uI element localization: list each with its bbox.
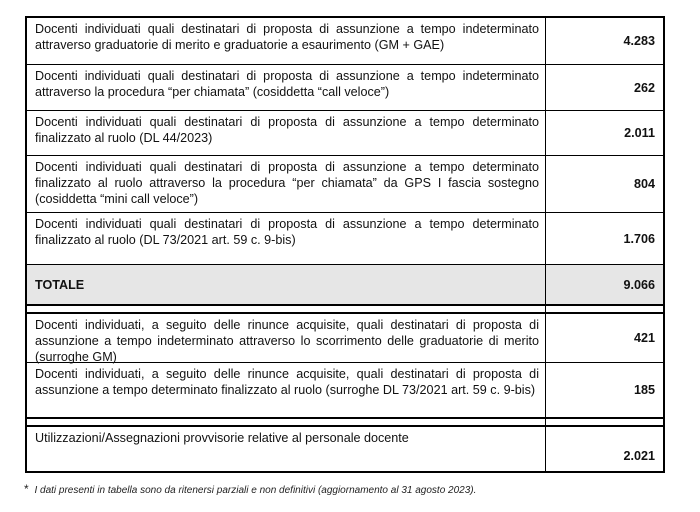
row-value: 2.021 [623, 449, 655, 463]
row-label: Utilizzazioni/Assegnazioni provvisorie relative al personale docente [27, 427, 546, 471]
row-value: 185 [633, 383, 655, 397]
table-row [27, 212, 663, 264]
row-value: 1.706 [623, 231, 655, 246]
row-label: Docenti individuati quali destinatari di proposta di assunzione a tempo determinato finalizzato al ruolo (DL 73/2021 art. 59 c. 9-bis) [27, 213, 546, 264]
table-row [27, 155, 663, 212]
data-table [25, 16, 665, 473]
row-value: 804 [633, 177, 655, 191]
footnote [24, 482, 476, 496]
row-value: 421 [633, 331, 655, 345]
footnote-marker: * [24, 482, 29, 496]
row-label: Docenti individuati quali destinatari di proposta di assunzione a tempo indeterminato attraverso graduatorie di merito e graduatorie a esaurimento (GM + GAE) [27, 18, 546, 64]
spacer-row [27, 417, 663, 425]
row-label: Docenti individuati quali destinatari di proposta di assunzione a tempo determinato finalizzato al ruolo attraverso la procedura “per chiamata” da GPS I fascia sostegno (cosiddetta “mini call veloce”) [27, 156, 546, 212]
row-value: 262 [633, 80, 655, 95]
table-row [27, 362, 663, 417]
total-row [27, 264, 663, 304]
row-label: Docenti individuati, a seguito delle rinunce acquisite, quali destinatari di proposta di assunzione a tempo indeterminato attraverso lo scorrimento delle graduatorie di merito (surroghe GM) [27, 314, 546, 362]
row-value: 2.011 [624, 126, 655, 140]
footnote-text: I dati presenti in tabella sono da ritenersi parziali e non definitivi (aggiornamento al 31 agosto 2023). [34, 485, 477, 496]
spacer-row [27, 304, 663, 312]
total-label: TOTALE [27, 265, 546, 304]
table-row [27, 110, 663, 155]
table-row [27, 64, 663, 110]
row-label: Docenti individuati, a seguito delle rinunce acquisite, quali destinatari di proposta di assunzione a tempo determinato finalizzato al ruolo (surroghe DL 73/2021 art. 59 c. 9-bis) [27, 363, 546, 417]
table-row [27, 425, 663, 471]
row-label: Docenti individuati quali destinatari di proposta di assunzione a tempo indeterminato attraverso la procedura “per chiamata” (cosiddetta “call veloce”) [27, 65, 546, 110]
table-row [27, 312, 663, 362]
row-value: 4.283 [623, 34, 655, 48]
row-label: Docenti individuati quali destinatari di proposta di assunzione a tempo determinato finalizzato al ruolo (DL 44/2023) [27, 111, 546, 155]
total-value: 9.066 [623, 277, 655, 292]
table-row [27, 18, 663, 64]
